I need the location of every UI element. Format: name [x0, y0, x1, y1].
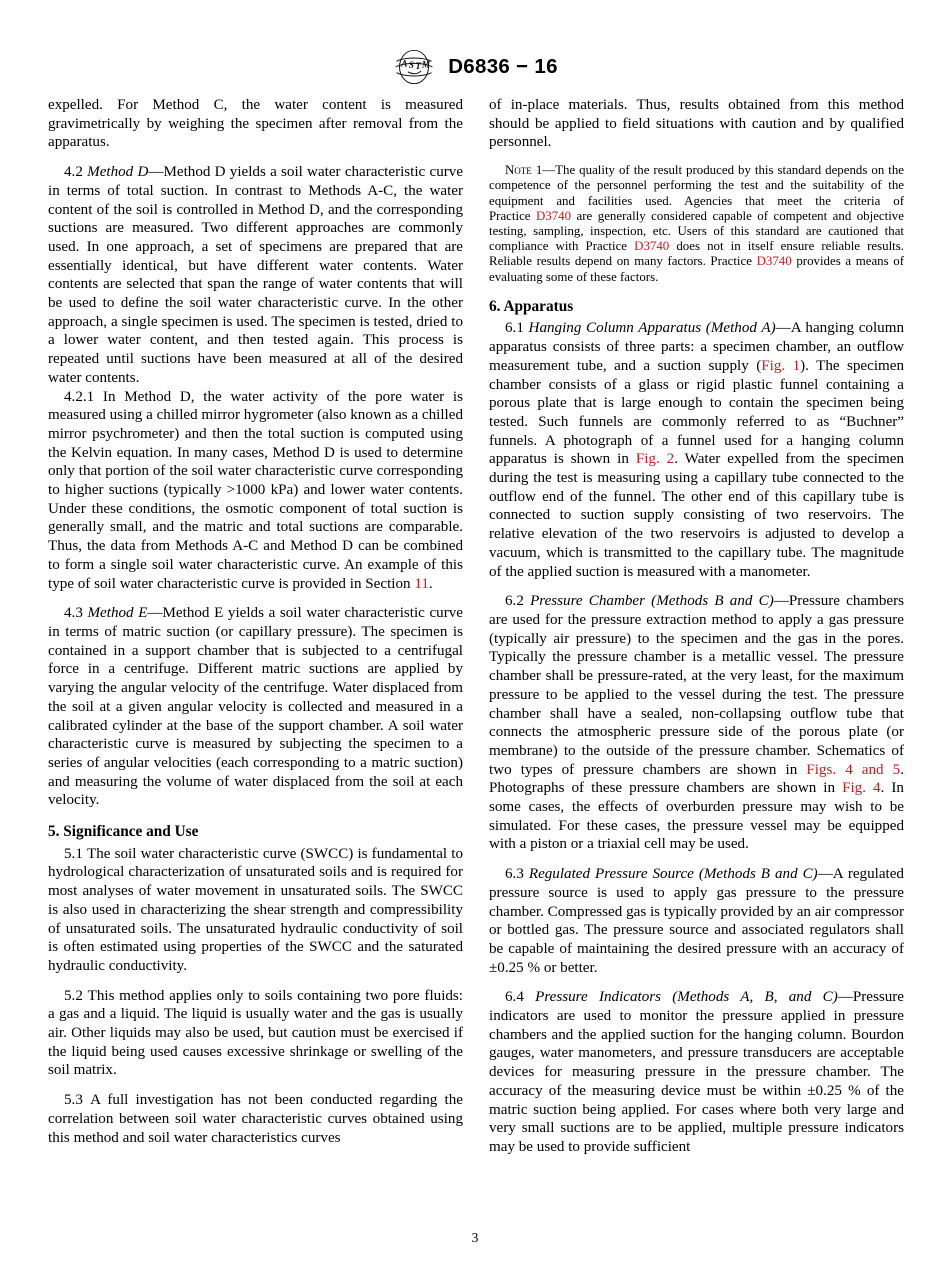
section-title-6-3: Regulated Pressure Source (Methods B and C) — [528, 866, 818, 883]
section-body-5-3: A full investigation has not been conducted regarding the correlation between soil water characteristic curves obtained using this method and soil water characteristics curves — [48, 1092, 463, 1146]
section-number-6-2: 6.2 — [505, 593, 524, 610]
section-title-4-2: Method D — [87, 164, 149, 181]
link-section-11[interactable]: 11 — [414, 575, 429, 592]
svg-text:A: A — [401, 58, 408, 69]
svg-text:M: M — [422, 59, 431, 70]
standard-designation: D6836 − 16 — [448, 55, 558, 78]
svg-text:S: S — [408, 59, 415, 70]
note-text-d: provides a means of evaluating some of these factors. — [489, 254, 904, 284]
link-fig-1[interactable]: Fig. 1 — [761, 357, 801, 374]
heading-6-apparatus: 6. Apparatus — [489, 297, 574, 315]
section-number-4-2-1: 4.2.1 — [64, 388, 95, 405]
two-column-body — [48, 96, 904, 1206]
section-number-4-3: 4.3 — [64, 605, 83, 622]
section-body-4-2-1: In Method D, the water activity of the pore water is measured using a chilled mirror hygrometer (also known as a chilled mirror psychrometer) and then the total suction is computed using the Kelvin equation. In many cases, Method D is used to determine only that portion of the soil water characteristic curve corresponding to higher suctions (typically >1000 kPa) and lower water contents. Under these conditions, the osmotic component of total suction is generally small, and the matric and total suctions are comparable. Thus, the data from Methods A-C and Method D can be combined to form a single soil water characteristic curve. An example of this type of soil water characteristic curve is provided in Section — [48, 388, 463, 592]
section-title-6-4: Pressure Indicators (Methods A, B, and C) — [535, 989, 838, 1006]
section-body-6-2-b: . Photographs of these pressure chambers are shown in — [489, 761, 904, 797]
section-body-5-1: The soil water characteristic curve (SWCC) is fundamental to hydrological characterization of unsaturated soils and is required for most analyses of water movement in unsaturated soils. The SWCC is also used in characterizing the shear strength and compressibility of unsaturated soils. The unsaturated hydraulic conductivity of soil is often estimated using properties of the SWCC and the saturated hydraulic conductivity. — [48, 845, 463, 974]
section-body-6-1-b: ). The specimen chamber consists of a glass or rigid plastic funnel containing a porous plate that is large enough to contain the specimen being tested. Such funnels are commonly referred to as “Buchner” funnels. A photograph of a funnel used for a hanging column apparatus is shown in — [489, 357, 905, 468]
section-number-5-3: 5.3 — [64, 1092, 83, 1109]
paragraph-4-2 — [48, 163, 463, 387]
link-practice-d3740-1[interactable]: D3740 — [535, 208, 572, 223]
page-footer — [0, 1230, 950, 1246]
paragraph-4-2-1 — [48, 388, 463, 594]
page-number: 3 — [471, 1230, 479, 1245]
svg-text:T: T — [415, 60, 422, 71]
section-number-5-1: 5.1 — [64, 845, 83, 862]
astm-logo-icon — [392, 49, 436, 85]
paragraph-continued: expelled. For Method C, the water content is measured gravimetrically by weighing the specimen after removal from the apparatus. — [48, 97, 463, 151]
section-title-6-1: Hanging Column Apparatus (Method A) — [528, 320, 776, 337]
note-text-c: does not in itself ensure reliable results. Reliable results depend on many factors. Practice — [489, 239, 905, 269]
section-title-4-3: Method E — [87, 605, 148, 622]
section-number-4-2: 4.2 — [64, 164, 83, 181]
link-fig-4[interactable]: Fig. 4 — [842, 780, 881, 797]
section-body-4-3: —Method E yields a soil water characteristic curve in terms of matric suction (or capillary pressure). The specimen is contained in a support chamber that is subjected to a centrifugal force in a centrifuge. Different matric suctions are applied by varying the angular velocity of the centrifuge. Water displaced from the soil at a given angular velocity is collected and measured in a calibrated cylinder at the base of the support chamber. A soil water characteristic curve is measured by subjecting the specimen to a series of angular velocities (each corresponding to a matric suction) and measuring the volume of water displaced from the soil at each velocity. — [48, 605, 463, 809]
paragraph-6-2 — [489, 592, 904, 854]
section-body-6-4: —Pressure indicators are used to monitor the pressure applied in pressure chambers and the applied suction for the hanging column. Bourdon gauges, water manometers, and pressure transducers are acceptable devices for measuring pressure in the pressure chamber. The accuracy of the measuring device must be within ±0.25 % of the matric suction being applied. For cases where both very large and very small suctions are to be applied, multiple pressure indicators may be used to provide sufficient — [489, 989, 904, 1155]
paragraph-continued-right: of in-place materials. Thus, results obtained from this method should be applied to field situations with caution and by qualified personnel. — [489, 97, 904, 151]
paragraph-6-1 — [489, 319, 904, 581]
section-number-6-4: 6.4 — [505, 989, 524, 1006]
link-practice-d3740-3[interactable]: D3740 — [756, 254, 792, 269]
section-body-6-2-a: —Pressure chambers are used for the pressure extraction method to apply a gas pressure (typically air pressure) to the specimen and the gas in the pores. Typically the pressure chamber is a metallic vessel. The pressure chamber shall be pressure-rated, at the very least, for the maximum pressure to be applied to the vessel during the test. The pressure chamber shall have a sealed, non-collapsing outflow tube that connects the atmospheric pressure side of the porous plate (or membrane) to the outside of the pressure chamber. Schematics of two types of pressure chambers are shown in — [489, 593, 904, 778]
page-header — [0, 44, 950, 90]
paragraph-6-4 — [489, 988, 904, 1156]
section-body-6-3: —A regulated pressure source is used to apply gas pressure to the pressure chamber. Compressed gas is typically provided by an air compressor or bottled gas. The pressure source and associated regulators shall be capable of maintaining the desired pressure with an accuracy of ±0.25 % or better. — [489, 866, 904, 976]
section-title-6-2: Pressure Chamber (Methods B and C) — [530, 593, 774, 610]
note-1 — [489, 163, 904, 285]
section-number-6-3: 6.3 — [505, 866, 524, 883]
section-body-4-2: —Method D yields a soil water characteristic curve in terms of total suction. In contrast to Methods A-C, the water content of the soil is controlled in Method D, and the corresponding suctions are measured. Two different approaches are commonly used. In one approach, a set of specimens are prepared that are essentially identical, but have different water contents. Water contents are selected that span the range of water contents that will be used to define the soil water characteristic curve. In the other approach, a single specimen is used. The specimen is tested, dried to a lower water content, and then tested again. This process is repeated until suctions have been measured at all of the desired water contents. — [48, 164, 464, 386]
section-body-6-1-c: . Water expelled from the specimen during the test is measuring using a capillary tube connected to the outflow end of the funnel. The other end of this capillary tube is connected to suction supply consisting of two reservoirs. The relative elevation of the two reservoirs is adjusted to develop a vacuum, which is transmitted to the capillary tube. The magnitude of the applied suction is measured with a manometer. — [489, 451, 904, 580]
heading-5-significance-and-use: 5. Significance and Use — [48, 823, 199, 841]
paragraph-5-3 — [48, 1091, 463, 1147]
note-text-b: are generally considered capable of competent and objective testing, sampling, inspection, etc. Users of this standard are cautioned that compliance with Practice — [489, 208, 904, 254]
note-number: 1 — [535, 163, 543, 178]
section-body-4-2-1-end: . — [428, 575, 433, 592]
note-label: Note — [505, 163, 532, 178]
paragraph-5-2 — [48, 987, 463, 1081]
section-body-6-2-c: . In some cases, the effects of overburden pressure may wish to be simulated. For these cases, the pressure vessel may be equipped with a piston or a triaxial cell may be used. — [489, 780, 904, 853]
section-number-6-1: 6.1 — [505, 320, 524, 337]
section-body-5-2: This method applies only to soils containing two pore fluids: a gas and a liquid. The liquid is usually water and the gas is usually air. Other liquids may also be used, but caution must be exercised if the liquid being used causes excessive shrinkage or swelling of the soil matrix. — [48, 987, 464, 1079]
paragraph-5-1 — [48, 845, 463, 976]
link-practice-d3740-2[interactable]: D3740 — [634, 239, 670, 254]
paragraph-4-3 — [48, 604, 463, 810]
link-fig-2[interactable]: Fig. 2 — [635, 451, 675, 468]
note-text-a: —The quality of the result produced by this standard depends on the competence of the personnel performing the test and the suitability of the equipment and facilities used. Agencies that meet the criteria of Practice — [489, 163, 904, 223]
section-number-5-2: 5.2 — [64, 987, 83, 1004]
paragraph-6-3 — [489, 865, 904, 977]
left-column — [48, 96, 463, 1206]
link-figs-4-and-5[interactable]: Figs. 4 and 5 — [806, 761, 901, 778]
section-body-6-1-a: —A hanging column apparatus consists of three parts: a specimen chamber, an outflow measurement tube, and a suction supply ( — [489, 320, 904, 374]
right-column — [489, 96, 904, 1206]
